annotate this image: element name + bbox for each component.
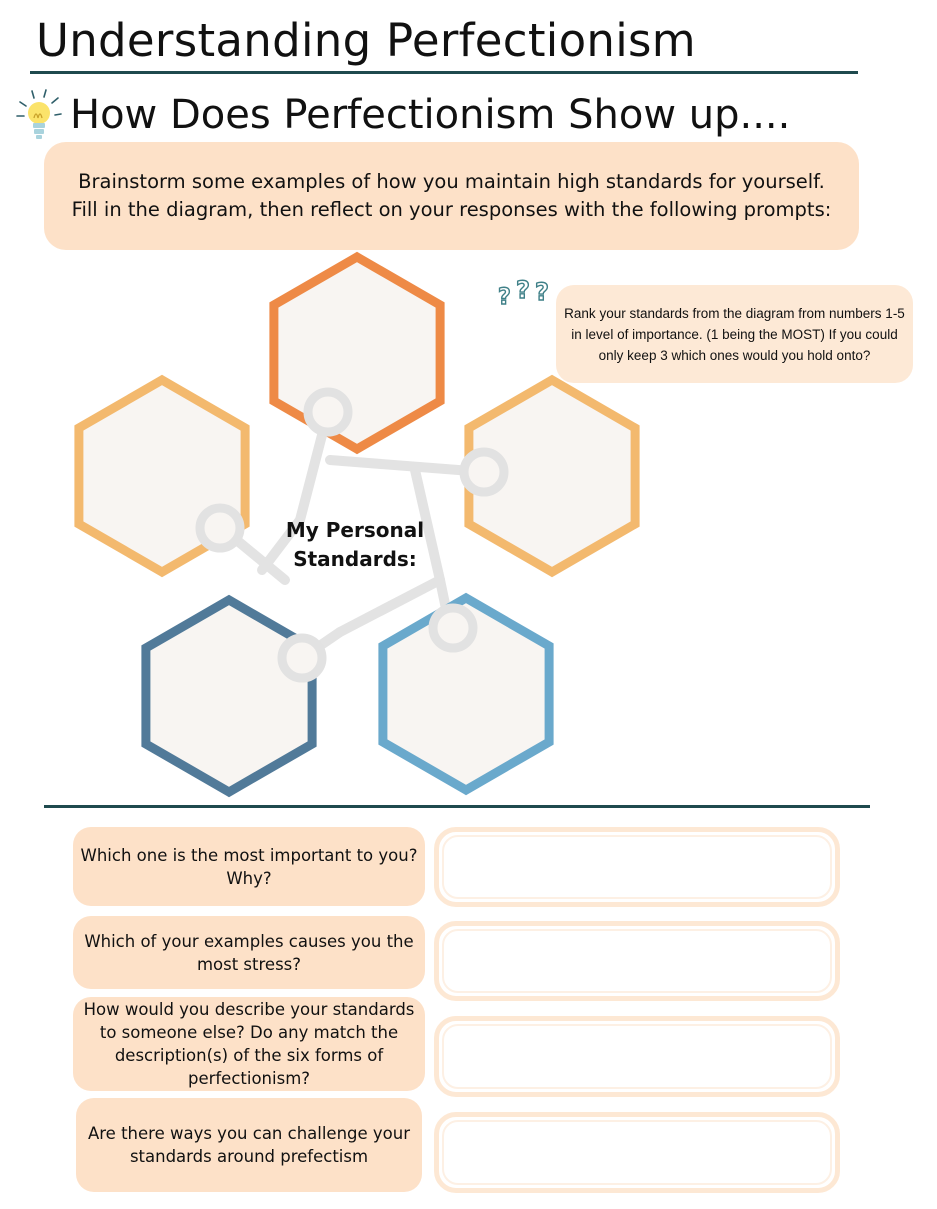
instructions-box [44, 142, 859, 250]
diagram-center-label: My Personal Standards: [285, 518, 425, 571]
answer-field-2[interactable] [434, 921, 840, 1001]
answer-field-1[interactable] [434, 827, 840, 907]
ranking-prompt-box [556, 285, 913, 383]
instructions-text: Brainstorm some examples of how you maintain high standards for yourself. Fill in the diagram, then reflect on your responses with the following prompts: [71, 170, 832, 221]
answer-field-4[interactable] [434, 1112, 840, 1193]
hexagon-top[interactable] [274, 257, 440, 449]
svg-text:?: ? [516, 276, 530, 304]
prompt-question-text: Which one is the most important to you? Why? [80, 845, 418, 888]
prompt-question-4 [76, 1098, 422, 1192]
prompt-question-2 [73, 916, 425, 989]
section-heading: How Does Perfectionism Show up.... [70, 92, 791, 138]
connector-node [282, 638, 322, 678]
answer-field-3[interactable] [434, 1016, 840, 1097]
connector-node [433, 608, 473, 648]
ranking-prompt-text: Rank your standards from the diagram from numbers 1-5 in level of importance. (1 being the MOST) If you could only keep 3 which ones would you hold onto? [564, 305, 905, 363]
svg-text:?: ? [498, 285, 511, 310]
prompt-question-text: How would you describe your standards to someone else? Do any match the description(s) of the six forms of perfectionism? [83, 1000, 415, 1088]
section-divider [44, 805, 870, 808]
question-marks-icon [498, 276, 556, 312]
svg-text:?: ? [535, 278, 549, 306]
page-title: Understanding Perfectionism [36, 14, 696, 67]
connector-node [464, 452, 504, 492]
connector-node [200, 508, 240, 548]
connector-node [308, 392, 348, 432]
hexagon-bottom-left[interactable] [146, 600, 312, 792]
prompt-question-text: Which of your examples causes you the most stress? [84, 931, 414, 974]
title-divider [30, 71, 858, 74]
prompt-question-text: Are there ways you can challenge your standards around prefectism [87, 1124, 411, 1166]
lightbulb-icon [14, 88, 64, 144]
prompt-question-3 [73, 997, 425, 1091]
prompt-question-1 [73, 827, 425, 906]
